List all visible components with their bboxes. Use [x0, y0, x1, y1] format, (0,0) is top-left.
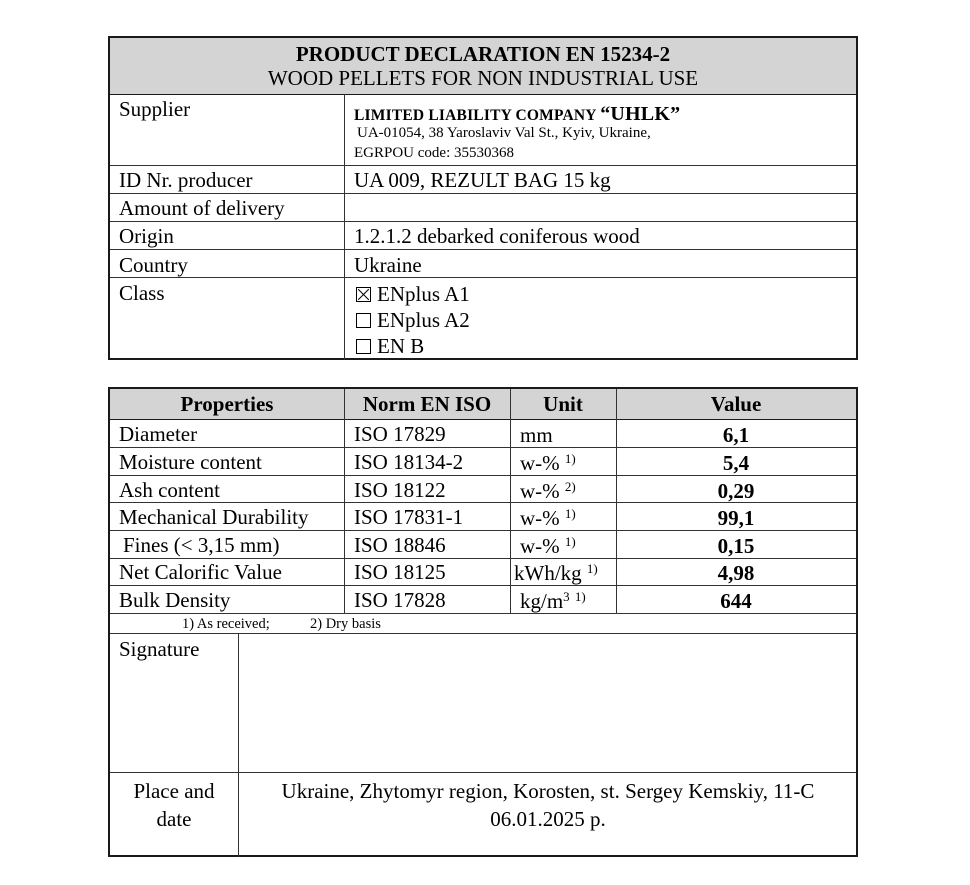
class-option-a1[interactable]	[356, 282, 470, 306]
supplier-code: EGRPOU code: 35530368	[354, 145, 514, 161]
supplier-address: UA-01054, 38 Yaroslaviv Val St., Kyiv, Ukraine,	[357, 125, 651, 141]
footnote-as-received: 1) As received;	[182, 616, 270, 632]
column-divider	[238, 633, 239, 857]
row-value: 5,4	[722, 451, 750, 475]
signature-label: Signature	[119, 637, 200, 661]
row-value: 0,15	[717, 534, 755, 558]
row-property: Diameter	[119, 422, 198, 446]
row-value: 4,98	[717, 561, 755, 585]
checkbox-icon[interactable]	[356, 339, 371, 354]
unit-note: 1)	[564, 534, 576, 549]
unit-text: w-%	[520, 479, 560, 503]
id-label: ID Nr. producer	[119, 168, 253, 192]
row-property: Mechanical Durability	[119, 505, 309, 529]
row-norm: ISO 18134-2	[354, 450, 464, 474]
declaration-title: PRODUCT DECLARATION EN 15234-2	[295, 42, 671, 66]
row-unit	[520, 451, 576, 475]
unit-text: kg/m	[520, 589, 564, 613]
unit-note: 1)	[586, 561, 598, 576]
row-unit	[520, 506, 576, 530]
unit-note: 2)	[564, 479, 576, 494]
unit-note: 1)	[564, 506, 576, 521]
checked-box-icon[interactable]	[356, 287, 371, 302]
country-value: Ukraine	[354, 253, 422, 277]
amount-label: Amount of delivery	[119, 196, 285, 220]
row-property: Moisture content	[119, 450, 262, 474]
supplier-brand: “UHLK”	[600, 103, 681, 125]
footnote-dry-basis: 2) Dry basis	[310, 616, 381, 632]
declaration-table	[108, 36, 858, 360]
date-label: date	[156, 807, 192, 831]
row-divider	[110, 447, 856, 448]
row-property: Bulk Density	[119, 588, 231, 612]
header-value: Value	[710, 392, 762, 416]
column-divider	[344, 389, 345, 613]
row-divider	[110, 633, 856, 634]
country-label: Country	[119, 253, 188, 277]
row-norm: ISO 17828	[354, 588, 446, 612]
row-norm: ISO 17831-1	[354, 505, 464, 529]
row-property: Net Calorific Value	[119, 560, 282, 584]
row-norm: ISO 18125	[354, 560, 446, 584]
properties-header-row	[110, 389, 856, 420]
class-option-label: EN B	[377, 334, 425, 358]
supplier-company: LIMITED LIABILITY COMPANY	[354, 107, 597, 124]
row-divider	[110, 558, 856, 559]
class-option-label: ENplus A2	[377, 308, 470, 332]
row-norm: ISO 18846	[354, 533, 446, 557]
place-value: Ukraine, Zhytomyr region, Korosten, st. Sergey Kemskiy, 11-C	[281, 779, 815, 803]
unit-text: w-%	[520, 451, 560, 475]
declaration-title-bar	[110, 38, 856, 95]
row-norm: ISO 18122	[354, 478, 446, 502]
class-label: Class	[119, 281, 165, 305]
declaration-subtitle: WOOD PELLETS FOR NON INDUSTRIAL USE	[267, 66, 699, 90]
unit-text: w-%	[520, 534, 560, 558]
row-value: 0,29	[717, 479, 755, 503]
row-unit	[520, 479, 576, 503]
row-unit	[520, 589, 586, 613]
date-value: 06.01.2025 р.	[490, 807, 606, 831]
origin-label: Origin	[119, 224, 174, 248]
header-properties: Properties	[180, 392, 274, 416]
header-norm: Norm EN ISO	[362, 392, 492, 416]
row-divider	[110, 613, 856, 614]
row-divider	[110, 193, 856, 194]
row-divider	[110, 249, 856, 250]
unit-note: 1)	[574, 589, 586, 604]
row-unit	[514, 561, 598, 585]
unit-text: w-%	[520, 506, 560, 530]
row-divider	[110, 277, 856, 278]
row-property: Fines (< 3,15 mm)	[123, 533, 280, 557]
row-norm: ISO 17829	[354, 422, 446, 446]
row-value: 6,1	[722, 423, 750, 447]
place-date-label	[110, 777, 238, 833]
id-value: UA 009, REZULT BAG 15 kg	[354, 168, 611, 192]
row-divider	[110, 530, 856, 531]
row-property: Ash content	[119, 478, 220, 502]
origin-value: 1.2.1.2 debarked coniferous wood	[354, 224, 640, 248]
row-divider	[110, 585, 856, 586]
checkbox-icon[interactable]	[356, 313, 371, 328]
header-unit: Unit	[543, 392, 583, 416]
row-divider	[110, 475, 856, 476]
row-unit	[520, 534, 576, 558]
place-label: Place and	[133, 779, 215, 803]
row-divider	[110, 165, 856, 166]
row-divider	[110, 772, 856, 773]
row-unit	[520, 423, 553, 447]
class-option-b[interactable]	[356, 334, 424, 358]
row-value: 99,1	[717, 506, 755, 530]
unit-superscript: 3	[563, 589, 570, 604]
unit-text: mm	[520, 423, 553, 447]
row-divider	[110, 221, 856, 222]
place-date-value	[240, 777, 856, 833]
row-value: 644	[720, 589, 752, 613]
signature-area[interactable]	[240, 635, 854, 770]
unit-text: kWh/kg	[514, 561, 582, 585]
class-option-a2[interactable]	[356, 308, 470, 332]
properties-table	[108, 387, 858, 857]
column-divider	[510, 389, 511, 613]
class-option-label: ENplus A1	[377, 282, 470, 306]
column-divider	[344, 94, 345, 360]
unit-note: 1)	[564, 451, 576, 466]
supplier-label: Supplier	[119, 97, 191, 121]
